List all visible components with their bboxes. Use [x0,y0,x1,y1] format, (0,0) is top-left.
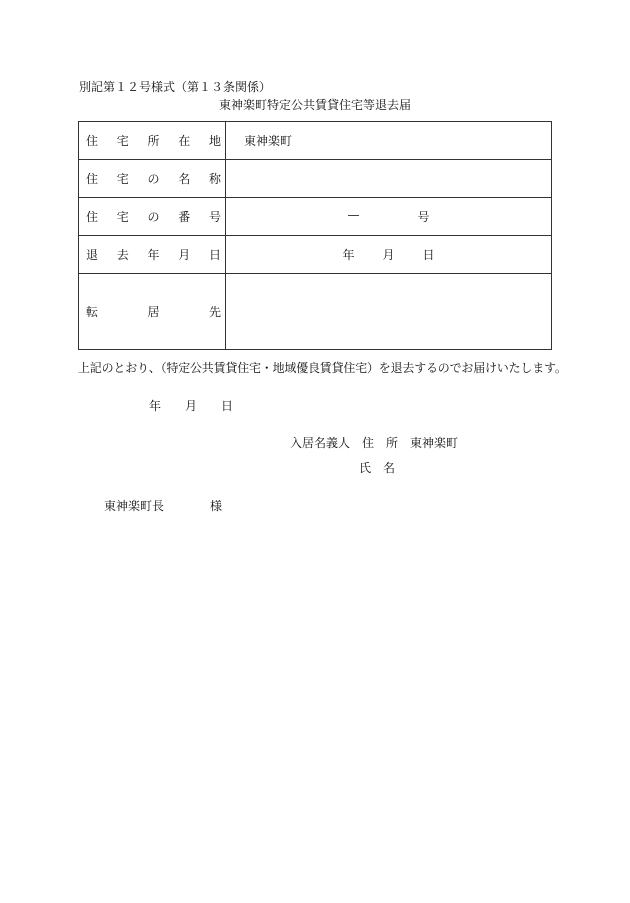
label-char: 月 [178,248,191,262]
number-dash: — [347,208,360,222]
housing-number-field[interactable] [226,198,552,236]
table-row-move-out-date [79,236,552,274]
addressee [104,499,222,513]
label-cell [79,274,226,350]
form-table [78,121,552,350]
move-out-date-field[interactable] [226,236,552,274]
label-char: 住 [86,210,99,224]
new-address-field[interactable] [226,274,552,350]
label-char: 所 [147,134,160,148]
address-value: 東神楽町 [410,436,459,450]
date-day: 日 [422,248,435,262]
label-char: 去 [116,248,129,262]
date-year: 年 [342,248,355,262]
form-title: 東神楽町特定公共賃貸住宅等退去届 [218,98,411,112]
housing-address-value: 東神楽町 [244,134,293,148]
date-month: 月 [382,248,395,262]
number-suffix: 号 [417,210,430,224]
signed-date[interactable] [149,399,233,413]
housing-name-field[interactable] [226,160,552,198]
label-cell [79,236,226,274]
label-char: の [147,172,160,186]
label-char: 号 [208,210,221,224]
label-cell [79,160,226,198]
label-char: 退 [86,248,99,262]
label-char: 宅 [116,210,129,224]
label-cell [79,122,226,160]
label-char: 転 [86,305,99,319]
signed-year: 年 [149,399,162,413]
label-cell [79,198,226,236]
label-char: 年 [147,248,160,262]
label-char: 住 [86,172,99,186]
label-char: 日 [208,248,221,262]
label-char: 地 [208,134,221,148]
label-char: 称 [208,172,221,186]
declaration-text: 上記のとおり、（特定公共賃貸住宅・地域優良賃貸住宅）を退去するのでお届けいたします。 [78,361,567,375]
address-label: 住 所 [362,436,399,450]
applicant-address-row[interactable] [290,436,458,450]
label-char: 番 [178,210,191,224]
table-row-name [79,160,552,198]
addressee-honorific: 様 [210,499,223,513]
table-row-new-address [79,274,552,350]
form-number: 別記第１２号様式（第１３条関係） [79,80,272,94]
label-char: の [147,210,160,224]
label-char: 住 [86,134,99,148]
signed-day: 日 [221,399,234,413]
addressee-title: 東神楽町長 [104,499,165,513]
table-row-address [79,122,552,160]
table-row-number [79,198,552,236]
label-char: 在 [178,134,191,148]
label-char: 先 [208,305,221,319]
label-char: 名 [178,172,191,186]
label-char: 宅 [116,172,129,186]
label-char: 宅 [116,134,129,148]
applicant-name-row[interactable] [359,461,395,475]
name-label: 氏 名 [359,461,396,475]
applicant-role: 入居名義人 [290,436,351,450]
label-char: 居 [147,305,160,319]
signed-month: 月 [185,399,198,413]
housing-address-field[interactable] [226,122,552,160]
